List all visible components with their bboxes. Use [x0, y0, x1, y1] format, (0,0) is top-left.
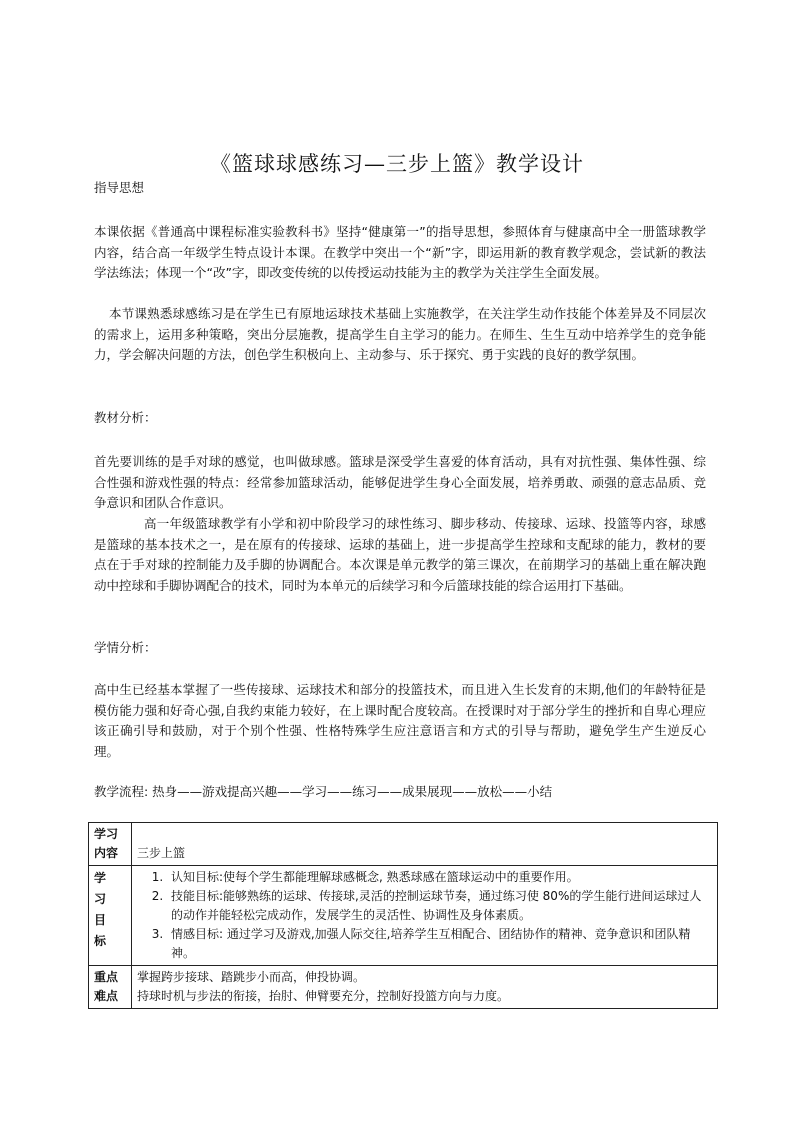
material-heading: 教材分析： [94, 410, 157, 425]
students-heading: 学情分析： [94, 640, 157, 655]
goals-row [89, 866, 718, 966]
key-difficulty-value [132, 966, 718, 1009]
goals-label [89, 866, 132, 966]
guiding-paragraph-2: 本节课熟悉球感练习是在学生已有原地运球技术基础上实施教学，在关注学生动作技能个体差异及不同层次的需求上，运用多种策略，突出分层施教，提高学生自主学习的能力。在师生、生生互动中培养学生的竞争能力，学会解决问题的方法，创色学生积极向上、主动参与、乐于探究、勇于实践的良好的教学氛围。 [94, 306, 706, 362]
key-difficulty-label [89, 966, 132, 1009]
content-row [89, 823, 718, 866]
goals-label-char: 习 [94, 892, 107, 906]
goal-affective: 3. 情感目标: 通过学习及游戏,加强人际交往,培养学生互相配合、团结协作的精神、竞争意识和团队精神。 [167, 925, 712, 963]
goal-skill: 2. 技能目标:能够熟练的运球、传接球,灵活的控制运球节奏，通过练习使 80%的学生能行进间运球过人的动作并能轻松完成动作，发展学生的灵活性、协调性及身体素质。 [167, 887, 712, 925]
difficult-point: 持球时机与步法的衔接，抬肘、伸臂要充分，控制好投篮方向与力度。 [137, 989, 510, 1003]
key-label: 重点 [94, 970, 119, 984]
goal-cognitive: 1. 认知目标:使每个学生都能理解球感概念, 熟悉球感在篮球运动中的重要作用。 [167, 868, 712, 887]
goals-label-char: 标 [94, 934, 107, 948]
difficulty-label: 难点 [94, 989, 119, 1003]
key-point: 掌握跨步接球、踏跳步小而高，伸投协调。 [137, 970, 366, 984]
content-label [89, 823, 132, 866]
goals-label-char: 学 [94, 871, 107, 885]
content-value: 三步上篮 [132, 823, 718, 866]
key-difficulty-row [89, 966, 718, 1009]
material-paragraph-1: 首先要训练的是手对球的感觉，也叫做球感。篮球是深受学生喜爱的体育活动，具有对抗性强、集体性强、综合性强和游戏性强的特点：经常参加篮球活动，能够促进学生身心全面发展，培养勇敢、顽强的意志品质、竞争意识和团队合作意识。 [94, 454, 706, 510]
document-title: 《篮球球感练习—三步上篮》教学设计 [210, 152, 584, 176]
goals-list-cell [132, 866, 718, 966]
guiding-heading: 指导思想 [94, 180, 145, 195]
content-label-line-1: 学习 [94, 827, 119, 841]
goals-list [137, 868, 712, 963]
material-paragraph-2: 高一年级篮球教学有小学和初中阶段学习的球性练习、脚步移动、传接球、运球、投篮等内容，球感是篮球的基本技术之一，是在原有的传接球、运球的基础上，进一步提高学生控球和支配球的能力，教材的要点在于手对球的控制能力及手脚的协调配合。本次课是单元教学的第三课次，在前期学习的基础上重在解决跑动中控球和手脚协调配合的技术，同时为本单元的后续学习和今后篮球技能的综合运用打下基础。 [94, 516, 706, 593]
design-table [88, 822, 718, 1009]
students-paragraph: 高中生已经基本掌握了一些传接球、运球技术和部分的投篮技术，而且进入生长发育的末期,他们的年龄特征是模仿能力强和好奇心强,自我约束能力较好，在上课时配合度较高。在授课时对于部分学生的挫折和自卑心理应该正确引导和鼓励，对于个别个性强、性格特殊学生应注意语言和方式的引导与帮助，避免学生产生逆反心理。 [94, 682, 706, 759]
goals-label-char: 目 [94, 913, 107, 927]
teaching-flow: 教学流程: 热身——游戏提高兴趣——学习——练习——成果展现——放松——小结 [94, 784, 553, 799]
guiding-paragraph-1: 本课依据《普通高中课程标准实验教科书》坚持“健康第一”的指导思想，参照体育与健康高中全一册篮球教学内容，结合高一年级学生特点设计本课。在教学中突出一个“新”字，即运用新的教育教学观念，尝试新的教法学法练法；体现一个“改”字，即改变传统的以传授运动技能为主的教学为关注学生全面发展。 [94, 224, 706, 280]
content-label-line-2: 内容 [94, 846, 119, 860]
